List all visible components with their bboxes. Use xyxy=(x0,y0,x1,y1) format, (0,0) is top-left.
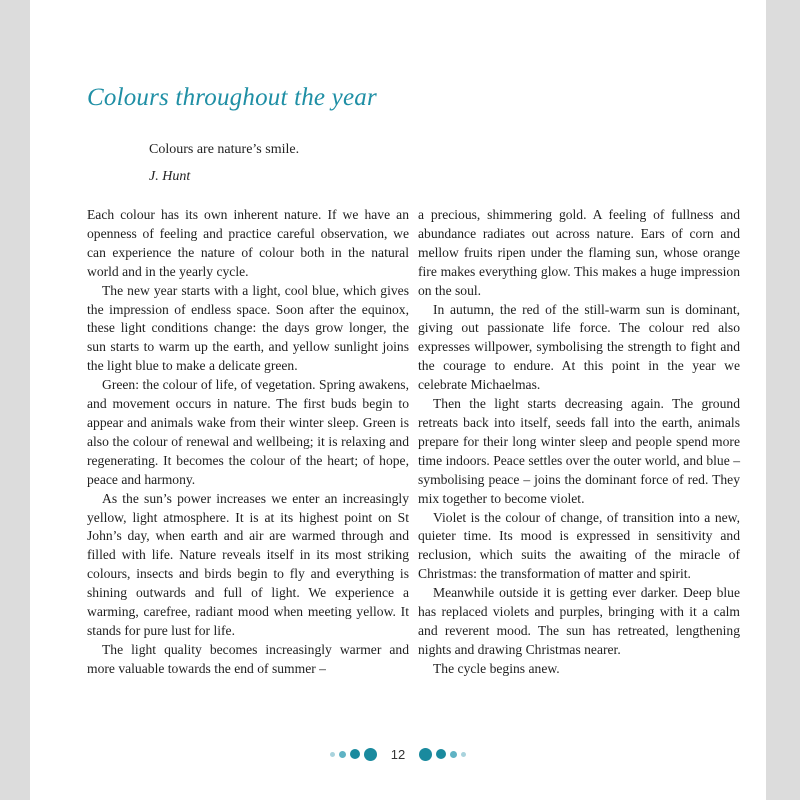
epigraph xyxy=(149,140,299,187)
paragraph: Each colour has its own inherent nature. If we have an openness of feeling and practice careful observation, we can experience the nature of colour both in the natural world and in the yearly cycle. xyxy=(87,207,409,279)
paragraph: In autumn, the red of the still-warm sun is dominant, giving out passionate life force. The colour red also expresses willpower, symbolising the strength to fight and the courage to endure. At this point in the year we celebrate Michaelmas. xyxy=(418,301,740,393)
page-footer xyxy=(30,742,766,766)
page-number: 12 xyxy=(390,746,406,762)
paragraph: a precious, shimmering gold. A feeling of fullness and abundance radiates out across nature. Ears of corn and mellow fruits ripen under the flaming sun, whose orange fire makes everything glow. This makes a huge impression on the soul. xyxy=(418,207,740,298)
dot-icon xyxy=(350,749,360,759)
paragraph: Green: the colour of life, of vegetation. Spring awakens, and movement occurs in nature. The first buds begin to appear and animals wake from their winter sleep. Green is also the colour of renewal and wellbeing; it is relaxing and regenerating. It becomes the colour of the heart; of hope, peace and harmony. xyxy=(87,377,409,487)
book-page xyxy=(30,0,766,800)
dot-icon xyxy=(419,748,432,761)
left-dot-ornament xyxy=(330,748,377,761)
dot-icon xyxy=(436,749,446,759)
dot-icon xyxy=(450,751,457,758)
epigraph-text: Colours are nature’s smile. xyxy=(149,142,300,157)
paragraph: Violet is the colour of change, of transition into a new, quieter time. Its mood is expressed in sensitivity and reclusion, which suits the awaiting of the miracle of Christmas: the transformation of matter and spirit. xyxy=(418,509,740,582)
left-column xyxy=(87,206,409,679)
paragraph: The new year starts with a light, cool blue, which gives the impression of endless space. Soon after the equinox, these light conditions change: the days grow longer, the sun starts to warm up the earth, and yellow sunlight joins the light blue to make a delicate green. xyxy=(87,282,409,374)
dot-icon xyxy=(461,752,466,757)
paragraph: Meanwhile outside it is getting ever darker. Deep blue has replaced violets and purples, bringing with it a calm and reverent mood. The sun has retreated, lengthening nights and drawing Christmas nearer. xyxy=(418,585,740,657)
page-title: Colours throughout the year xyxy=(87,84,377,111)
paragraph: As the sun’s power increases we enter an increasingly yellow, light atmosphere. It is at its highest point on St John’s day, when earth and air are warmed through and filled with life. Nature reveals itself in its most striking colours, insects and birds begin to fly and everything is shining outwards and full of light. We experience a warming, carefree, radiant mood when meeting yellow. It stands for pure lust for life. xyxy=(87,490,409,638)
dot-icon xyxy=(339,751,346,758)
right-dot-ornament xyxy=(419,748,466,761)
dot-icon xyxy=(330,752,335,757)
paragraph: Then the light starts decreasing again. The ground retreats back into itself, seeds fall into the earth, animals prepare for their long winter sleep and people spend more time indoors. Peace settles over the outer world, and blue – symbolising peace – joins the dominant force of red. They mix together to become violet. xyxy=(418,396,740,506)
paragraph: The cycle begins anew. xyxy=(433,660,560,676)
right-column xyxy=(418,206,740,679)
epigraph-author: J. Hunt xyxy=(149,169,191,184)
dot-icon xyxy=(364,748,377,761)
paragraph: The light quality becomes increasingly warmer and more valuable towards the end of summer – xyxy=(87,641,409,676)
